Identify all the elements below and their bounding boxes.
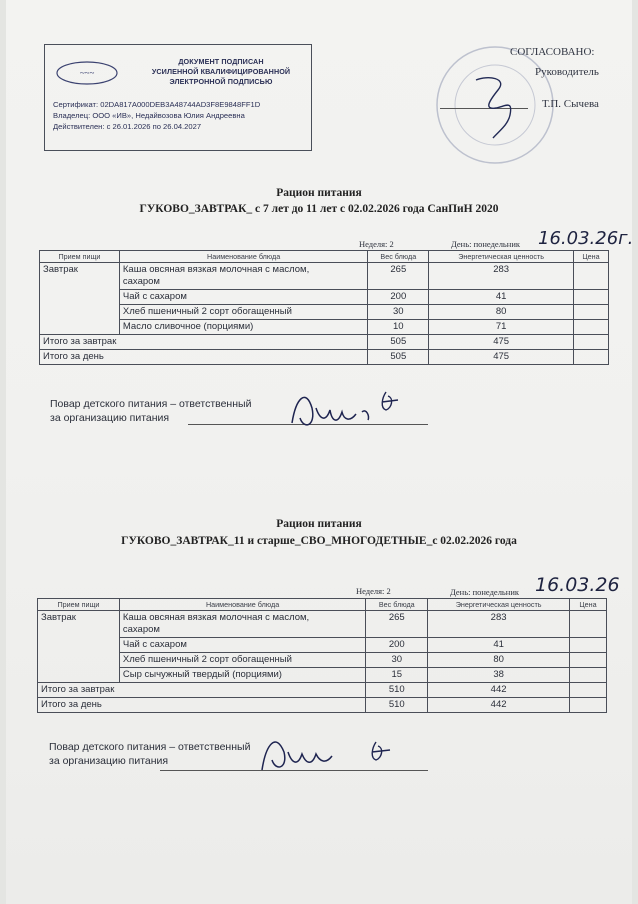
total-day-energy: 442 — [428, 698, 570, 713]
table-row — [40, 320, 609, 335]
energy-cell: 41 — [428, 638, 570, 653]
total-meal-row — [38, 683, 607, 698]
signature-header-line-3: ЭЛЕКТРОННОЙ ПОДПИСЬЮ — [169, 77, 273, 86]
table-row — [38, 638, 607, 653]
table-header-row — [40, 251, 609, 263]
col-dish: Наименование блюда — [119, 251, 367, 263]
energy-cell: 80 — [429, 305, 574, 320]
total-day-weight: 510 — [366, 698, 428, 713]
price-cell — [569, 611, 606, 638]
col-energy: Энергетическая ценность — [429, 251, 574, 263]
approval-name: Т.П. Сычева — [542, 98, 599, 110]
total-day-row — [40, 350, 609, 365]
signature-header-line-1: ДОКУМЕНТ ПОДПИСАН — [178, 57, 264, 66]
total-meal-row — [40, 335, 609, 350]
price-cell — [569, 668, 606, 683]
total-day-energy: 475 — [429, 350, 574, 365]
total-day-label: Итого за день — [38, 698, 366, 713]
table-row — [40, 305, 609, 320]
company-logo-icon — [53, 59, 121, 87]
menu-2-title: Рацион питания — [276, 518, 362, 530]
dish-cell: Хлеб пшеничный 2 сорт обогащенный — [119, 305, 367, 320]
energy-cell: 283 — [429, 263, 574, 290]
total-meal-energy: 442 — [428, 683, 570, 698]
energy-cell: 80 — [428, 653, 570, 668]
dish-cell: Масло сливочное (порциями) — [119, 320, 367, 335]
price-cell — [574, 305, 609, 320]
price-cell — [574, 263, 609, 290]
approval-role: Руководитель — [535, 66, 599, 78]
col-weight: Вес блюда — [368, 251, 429, 263]
dish-cell: Сыр сычужный твердый (порциями) — [119, 668, 365, 683]
weight-cell: 200 — [368, 290, 429, 305]
approval-label: СОГЛАСОВАНО: — [510, 46, 595, 58]
weight-cell: 10 — [368, 320, 429, 335]
price-cell — [574, 335, 609, 350]
dish-cell: Каша овсяная вязкая молочная с маслом, сахаром — [119, 263, 367, 290]
menu-1-table — [39, 250, 609, 365]
col-meal: Прием пищи — [38, 599, 120, 611]
total-day-weight: 505 — [368, 350, 429, 365]
menu-2-day: День: понедельник — [450, 587, 520, 597]
menu-2-table — [37, 598, 607, 713]
table-row — [40, 263, 609, 290]
table-header-row — [38, 599, 607, 611]
signature-valid: Действителен: с 26.01.2026 по 26.04.2027 — [53, 122, 202, 131]
meal-cell: Завтрак — [38, 611, 120, 683]
dish-cell: Каша овсяная вязкая молочная с маслом, сахаром — [119, 611, 365, 638]
weight-cell: 30 — [366, 653, 428, 668]
price-cell — [569, 653, 606, 668]
cook-1-caption — [50, 397, 251, 425]
price-cell — [569, 698, 606, 713]
total-meal-weight: 510 — [366, 683, 428, 698]
total-meal-label: Итого за завтрак — [38, 683, 366, 698]
cook-2-caption — [49, 740, 250, 768]
cook-2-line-2: за организацию питания — [49, 755, 169, 767]
menu-2-subtitle: ГУКОВО_ЗАВТРАК_11 и старше_СВО_МНОГОДЕТНЫЕ_с 02.02.2026 года — [121, 535, 517, 547]
table-row — [38, 668, 607, 683]
price-cell — [574, 290, 609, 305]
total-meal-label: Итого за завтрак — [40, 335, 368, 350]
col-price: Цена — [574, 251, 609, 263]
dish-cell: Хлеб пшеничный 2 сорт обогащенный — [119, 653, 365, 668]
price-cell — [574, 350, 609, 365]
col-dish: Наименование блюда — [119, 599, 365, 611]
menu-1-week: Неделя: 2 — [359, 239, 394, 249]
meal-cell: Завтрак — [40, 263, 120, 335]
table-row — [40, 290, 609, 305]
total-meal-energy: 475 — [429, 335, 574, 350]
menu-2-handwritten-date: 16.03.26 — [535, 574, 620, 596]
total-day-row — [38, 698, 607, 713]
col-energy: Энергетическая ценность — [428, 599, 570, 611]
col-meal: Прием пищи — [40, 251, 120, 263]
svg-text:~~~: ~~~ — [79, 68, 95, 78]
energy-cell: 38 — [428, 668, 570, 683]
cook-1-line-1: Повар детского питания – ответственный — [50, 398, 252, 410]
menu-1-day: День: понедельник — [451, 239, 521, 249]
weight-cell: 15 — [366, 668, 428, 683]
price-cell — [574, 320, 609, 335]
weight-cell: 265 — [368, 263, 429, 290]
price-cell — [569, 638, 606, 653]
col-price: Цена — [569, 599, 606, 611]
electronic-signature-block — [44, 44, 312, 151]
energy-cell: 41 — [429, 290, 574, 305]
cook-2-signature-icon — [256, 720, 406, 780]
energy-cell: 71 — [429, 320, 574, 335]
dish-cell: Чай с сахаром — [119, 290, 367, 305]
col-weight: Вес блюда — [366, 599, 428, 611]
table-row — [38, 653, 607, 668]
menu-2-week: Неделя: 2 — [356, 586, 391, 596]
weight-cell: 200 — [366, 638, 428, 653]
signature-header-line-2: УСИЛЕННОЙ КВАЛИФИЦИРОВАННОЙ — [151, 67, 291, 76]
table-row — [38, 611, 607, 638]
energy-cell: 283 — [428, 611, 570, 638]
weight-cell: 265 — [366, 611, 428, 638]
menu-1-title: Рацион питания — [276, 187, 362, 199]
signature-owner: Владелец: ООО «ИВ», Недайвозова Юлия Андреевна — [53, 111, 245, 120]
total-day-label: Итого за день — [40, 350, 368, 365]
signature-certificate: Сертификат: 02DA817A000DEB3A48744AD3F8E9848FF1D — [53, 100, 261, 109]
director-signature-icon — [468, 70, 528, 140]
menu-1-handwritten-date: 16.03.26г. — [538, 228, 634, 249]
dish-cell: Чай с сахаром — [119, 638, 365, 653]
cook-2-line-1: Повар детского питания – ответственный — [49, 741, 251, 753]
menu-1-subtitle: ГУКОВО_ЗАВТРАК_ с 7 лет до 11 лет с 02.02.2026 года СанПиН 2020 — [139, 203, 499, 215]
price-cell — [569, 683, 606, 698]
cook-1-line-2: за организацию питания — [50, 412, 170, 424]
total-meal-weight: 505 — [368, 335, 429, 350]
cook-1-signature-icon — [282, 378, 412, 438]
weight-cell: 30 — [368, 305, 429, 320]
